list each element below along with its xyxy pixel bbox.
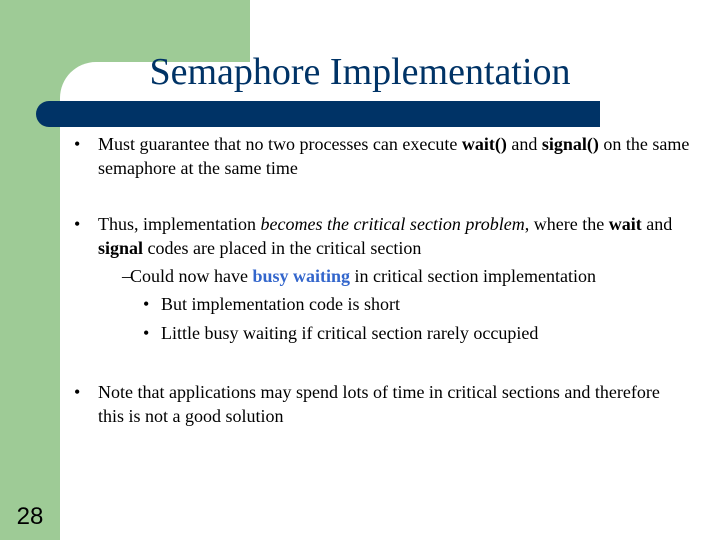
sub-sub-bullet-1-text: But implementation code is short (161, 294, 400, 314)
slide-number: 28 (16, 503, 44, 530)
bullet-marker: • (143, 294, 150, 314)
busy-waiting-highlight: busy waiting (252, 266, 351, 286)
bullet-marker: • (143, 323, 150, 343)
sub-sub-bullet-1 (143, 292, 703, 316)
sub-bullet-text-pre: Could now have (130, 266, 253, 286)
bullet-2-text-mid: , where the (524, 214, 609, 234)
sub-sub-bullet-2 (143, 321, 703, 345)
slide-title: Semaphore Implementation (149, 51, 571, 93)
sub-bullet-text-post: in critical section implementation (350, 266, 596, 286)
left-green-sidebar (0, 0, 60, 540)
title-underline-bar (36, 101, 600, 127)
sub-sub-bullet-2-text: Little busy waiting if critical section rarely occupied (161, 323, 539, 343)
bullet-1-text-mid: and (506, 134, 542, 154)
dash-marker: – (122, 266, 131, 286)
sub-bullet (122, 264, 712, 288)
signal-function: signal() (541, 134, 599, 154)
bullet-1 (74, 132, 694, 180)
bullet-1-text-post: on the same semaphore at the same time (98, 134, 690, 178)
bullet-marker: • (74, 382, 81, 402)
bullet-3-text: Note that applications may spend lots of time in critical sections and therefore this is not a good solution (98, 382, 660, 426)
bullet-marker: • (74, 134, 81, 154)
bullet-2-text-and: and (641, 214, 673, 234)
signal-keyword: signal (98, 238, 144, 258)
wait-function: wait() (461, 134, 507, 154)
bullet-2-text-pre: Thus, implementation (98, 214, 261, 234)
bullet-2-text-post: codes are placed in the critical section (143, 238, 422, 258)
bullet-marker: • (74, 214, 81, 234)
bullet-2 (74, 212, 694, 260)
wait-keyword: wait (608, 214, 642, 234)
bullet-3 (74, 380, 674, 428)
bullet-2-italic: becomes the critical section problem (260, 214, 525, 234)
bullet-1-text-pre: Must guarantee that no two processes can execute (98, 134, 462, 154)
